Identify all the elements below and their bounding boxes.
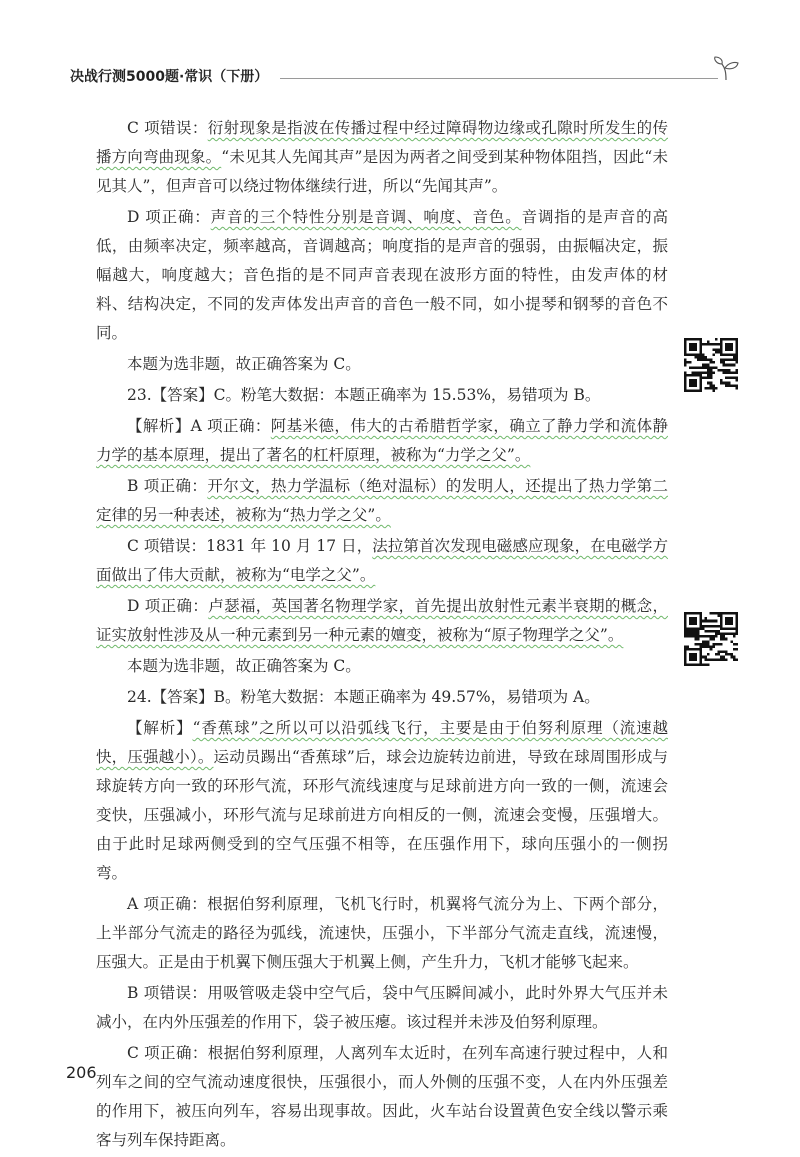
answer-explanations — [96, 114, 668, 1157]
paragraph: 本题为选非题，故正确答案为 C。 — [127, 657, 361, 675]
page-header — [70, 64, 740, 88]
paragraph: 【解析】“香蕉球”之所以可以沿弧线飞行，主要是由于伯努利原理（流速越快，压强越小）。运动员踢出“香蕉球”后，球会边旋转边前进，导致在球周围形成与球旋转方向一致的环形气流，环形气流线速度与足球前进方向一致的一侧，流速会变快，压强减小，环形气流与足球前进方向相反的一侧，流速会变慢，压强增大。由于此时足球两侧受到的空气压强不相等，在压强作用下，球向压强小的一侧拐弯。 — [96, 719, 668, 882]
qr-code-icon[interactable] — [684, 612, 738, 666]
answer-line-24: 24.【答案】B。粉笔大数据：本题正确率为 49.57%，易错项为 A。 — [127, 688, 600, 706]
paragraph: A 项正确：根据伯努利原理，飞机飞行时，机翼将气流分为上、下两个部分，上半部分气流走的路径为弧线，流速快，压强小，下半部分气流走直线，流速慢，压强大。正是由于机翼下侧压强大于机翼上侧，产生升力，飞机才能够飞起来。 — [96, 895, 668, 971]
paragraph: C 项正确：根据伯努利原理，人离列车太近时，在列车高速行驶过程中，人和列车之间的空气流动速度很快，压强很小，而人外侧的压强不变，人在内外压强差的作用下，被压向列车，容易出现事故。因此，火车站台设置黄色安全线以警示乘客与列车保持距离。 — [96, 1044, 668, 1149]
paragraph: 【解析】A 项正确：阿基米德，伟大的古希腊哲学家，确立了静力学和流体静力学的基本原理，提出了著名的杠杆原理，被称为“力学之父”。 — [96, 417, 668, 464]
qr-code-icon[interactable] — [684, 338, 738, 392]
paragraph: 本题为选非题，故正确答案为 C。 — [127, 355, 361, 373]
sprout-icon — [712, 56, 740, 82]
header-rule — [280, 78, 718, 79]
paragraph: D 项正确：卢瑟福，英国著名物理学家，首先提出放射性元素半衰期的概念，证实放射性涉及从一种元素到另一种元素的嬗变，被称为“原子物理学之父”。 — [96, 597, 668, 644]
paragraph: B 项正确：开尔文，热力学温标（绝对温标）的发明人，还提出了热力学第二定律的另一种表述，被称为“热力学之父”。 — [96, 477, 668, 524]
paragraph: B 项错误：用吸管吸走袋中空气后，袋中气压瞬间减小，此时外界大气压并未减小，在内外压强差的作用下，袋子被压瘪。该过程并未涉及伯努利原理。 — [96, 984, 668, 1031]
paragraph: D 项正确：声音的三个特性分别是音调、响度、音色。音调指的是声音的高低，由频率决定，频率越高，音调越高；响度指的是声音的强弱，由振幅决定，振幅越大，响度越大；音色指的是不同声音表现在波形方面的特性，由发声体的材料、结构决定，不同的发声体发出声音的音色一般不同，如小提琴和钢琴的音色不同。 — [96, 208, 668, 342]
paragraph: C 项错误：1831 年 10 月 17 日，法拉第首次发现电磁感应现象，在电磁学方面做出了伟大贡献，被称为“电学之父”。 — [96, 537, 668, 584]
page-number: 206 — [66, 1063, 97, 1082]
answer-line-23: 23.【答案】C。粉笔大数据：本题正确率为 15.53%，易错项为 B。 — [127, 386, 601, 404]
paragraph: C 项错误：衍射现象是指波在传播过程中经过障碍物边缘或孔隙时所发生的传播方向弯曲现象。“未见其人先闻其声”是因为两者之间受到某种物体阻挡，因此“未见其人”，但声音可以绕过物体继续行进，所以“先闻其声”。 — [96, 119, 668, 195]
book-title: 决战行测5000题·常识（下册） — [70, 69, 269, 85]
